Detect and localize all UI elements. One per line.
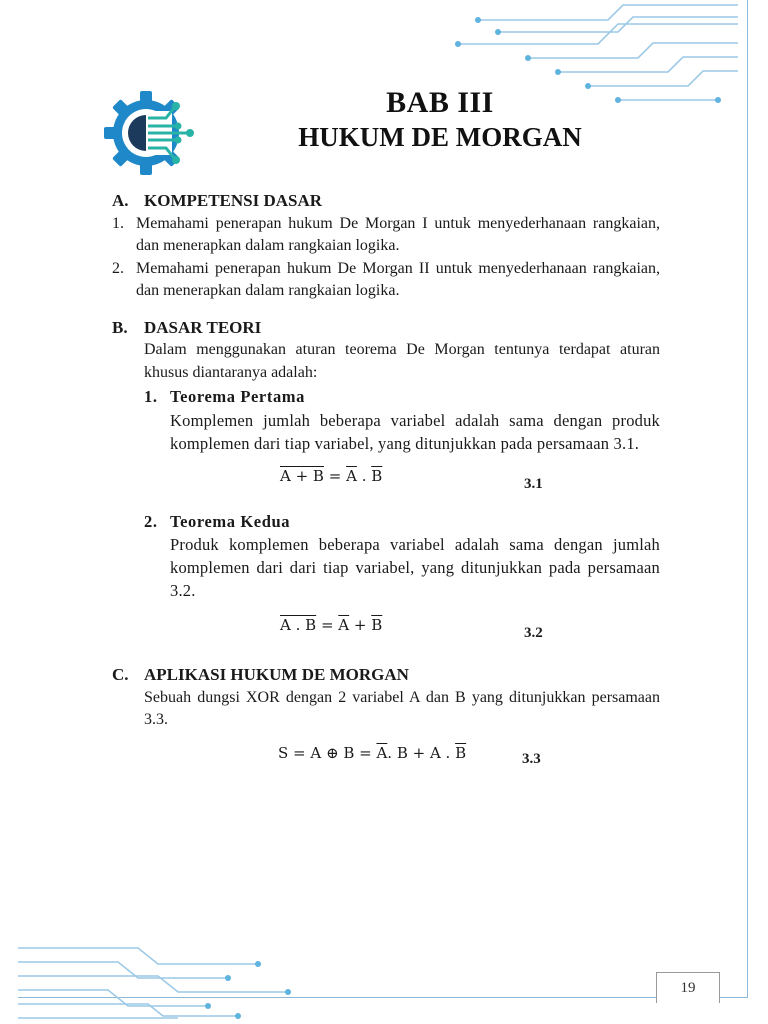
equation-label: 3.3 [522,750,541,767]
chapter-title: HUKUM DE MORGAN [298,122,582,152]
equation-3-2 [112,602,660,650]
page-number: 19 [656,972,720,1003]
section-b-intro: Dalam menggunakan aturan teorema De Morgan tentunya terdapat aturan khusus diantaranya adalah: [144,341,660,381]
equation-expression: A . $B = \overline{A} + \overline{B}$ [280,616,383,634]
section-title: DASAR TEORI [144,317,262,337]
item-number: 2. [112,259,124,277]
chapter-number: BAB III [386,86,494,119]
section-title: KOMPETENSI DASAR [144,191,323,210]
equation-3-1 [112,455,660,503]
list-item [112,258,660,303]
theorem-1-body: Komplemen jumlah beberapa variabel adalah sama dengan produk komplemen dari tiap variabel, yang ditunjukkan pada persamaan 3.1. [170,410,660,453]
section-a-heading [112,190,660,213]
chapter-content [112,190,660,780]
theorem-number: 2. [144,511,158,531]
section-c-body: Sebuah dungsi XOR dengan 2 variabel A dan B yang ditunjukkan persamaan 3.3. [144,688,660,728]
item-number: 1. [112,214,124,232]
equation-label: 3.2 [524,625,543,641]
theorem-number: 1. [144,387,158,406]
competency-list [112,213,660,303]
item-text: Memahami penerapan hukum De Morgan II untuk menyederhanaan rangkaian, dan menerapkan dalam rangkaian logika. [136,259,660,299]
section-letter: C. [112,665,129,684]
section-letter: B. [112,317,128,337]
equation-3-3 [112,732,660,780]
section-title: APLIKASI HUKUM DE MORGAN [144,665,409,684]
theorem-2-body: Produk komplemen beberapa variabel adalah sama dengan jumlah komplemen dari dari tiap variabel, yang ditunjukkan pada persamaan 3.2. [170,535,660,600]
theorem-title: Teorema Kedua [170,511,291,531]
section-b-heading [112,317,660,340]
theorem-1-heading [112,386,660,409]
gear-circuit-logo [104,88,204,178]
circuit-decoration-bottom [18,934,318,1024]
equation-expression: S = A ⊕ $B = \overline{A}$. B + A . $\overline{B}$ [278,743,467,762]
section-letter: A. [112,191,129,210]
item-text: Memahami penerapan hukum De Morgan I untuk menyederhanaan rangkaian, dan menerapkan dalam rangkaian logika. [136,214,660,254]
list-item [112,213,660,258]
theorem-title: Teorema Pertama [170,387,305,406]
equation-expression: $A + B = \overline{A}$ . $\overline{B}$ [280,466,383,485]
section-c-heading [112,664,660,687]
theorem-2-heading [112,511,660,534]
equation-label: 3.1 [524,475,543,492]
